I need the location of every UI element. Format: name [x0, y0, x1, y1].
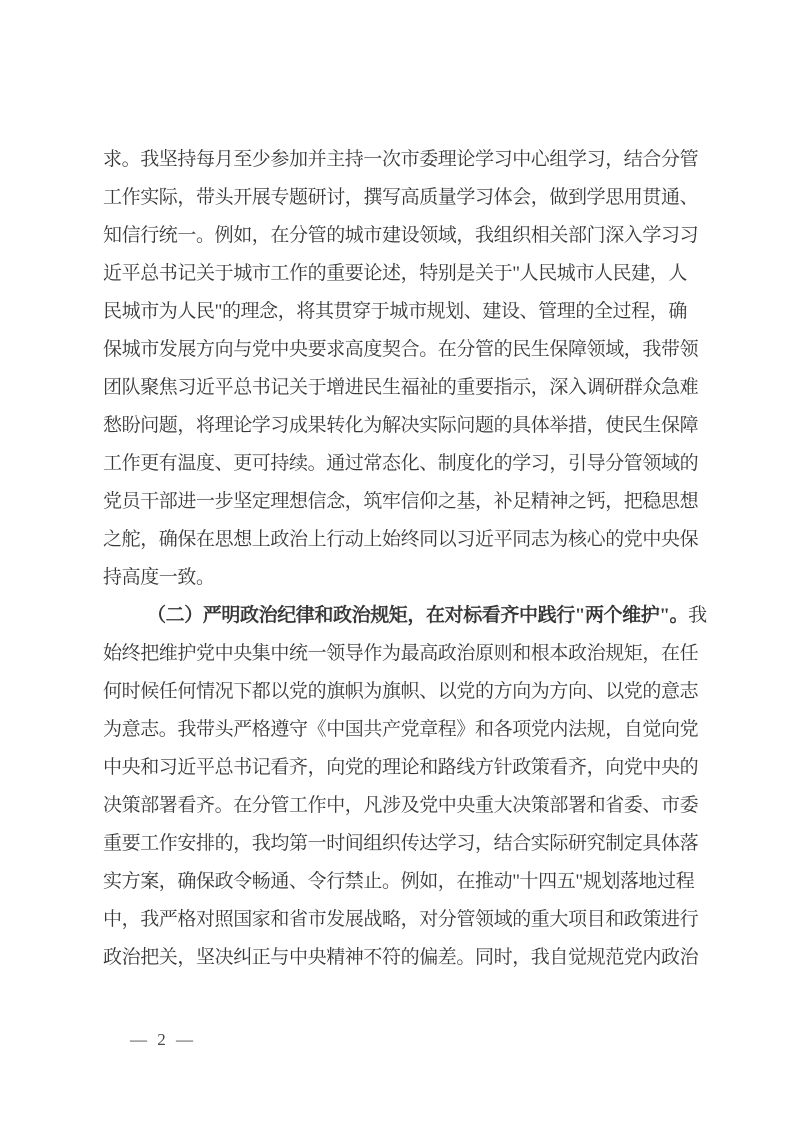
text-line [103, 331, 699, 369]
text-line [103, 635, 699, 673]
body-text: 之舵，确保在思想上政治上行动上始终同以习近平同志为核心的党中央保 [103, 529, 699, 550]
body-text: 愁盼问题，将理论学习成果转化为解决实际问题的具体举措，使民生保障 [103, 415, 699, 436]
body-text: 为意志。我带头严格遵守《中国共产党章程》和各项党内法规，自觉向党 [103, 719, 699, 740]
text-line [103, 939, 699, 977]
text-line [103, 559, 695, 597]
text-line [103, 711, 699, 749]
body-text: 中央和习近平总书记看齐，向党的理论和路线方针政策看齐，向党中央的 [103, 757, 699, 778]
body-text: 团队聚焦习近平总书记关于增进民生福祉的重要指示，深入调研群众急难 [103, 377, 699, 398]
body-text: 保城市发展方向与党中央要求高度契合。在分管的民生保障领域，我带领 [103, 339, 699, 360]
page-number: — 2 — [130, 1030, 196, 1049]
text-line [103, 217, 699, 255]
text-line [103, 825, 699, 863]
text-line [103, 901, 699, 939]
section-heading-text: （二）严明政治纪律和政治规矩，在对标看齐中践行"两个维护"。 [147, 605, 689, 626]
text-line [103, 521, 699, 559]
document-body [103, 141, 707, 977]
body-text: 民城市为人民"的理念，将其贯穿于城市规划、建设、管理的全过程，确 [103, 301, 687, 322]
body-text: 持高度一致。 [103, 567, 215, 588]
text-line [103, 445, 699, 483]
body-text: 知信行统一。例如，在分管的城市建设领域，我组织相关部门深入学习习 [103, 225, 699, 246]
body-text: 决策部署看齐。在分管工作中，凡涉及党中央重大决策部署和省委、市委 [103, 795, 699, 816]
text-line [103, 787, 699, 825]
body-text: 何时候任何情况下都以党的旗帜为旗帜、以党的方向为方向、以党的意志 [103, 681, 699, 702]
body-text: 实方案，确保政令畅通、令行禁止。例如，在推动"十四五"规划落地过程 [103, 871, 695, 892]
body-text: 政治把关，坚决纠正与中央精神不符的偏差。同时，我自觉规范党内政治 [103, 947, 699, 968]
body-text: 近平总书记关于城市工作的重要论述，特别是关于"人民城市人民建，人 [103, 263, 687, 284]
text-line [103, 255, 695, 293]
text-line [103, 179, 699, 217]
body-text: 始终把维护党中央集中统一领导作为最高政治原则和根本政治规矩，在任 [103, 643, 699, 664]
body-text: 工作更有温度、更可持续。通过常态化、制度化的学习，引导分管领域的 [103, 453, 699, 474]
text-line [103, 483, 699, 521]
text-line [103, 863, 695, 901]
text-line [103, 407, 699, 445]
body-text: 重要工作安排的，我均第一时间组织传达学习，结合实际研究制定具体落 [103, 833, 699, 854]
text-line [103, 597, 707, 635]
text-line [103, 369, 699, 407]
body-text: 中，我严格对照国家和省市发展战略，对分管领域的重大项目和政策进行 [103, 909, 699, 930]
body-text: 党员干部进一步坚定理想信念，筑牢信仰之基，补足精神之钙，把稳思想 [103, 491, 699, 512]
text-line [103, 141, 699, 179]
text-line [103, 749, 699, 787]
body-text: 求。我坚持每月至少参加并主持一次市委理论学习中心组学习，结合分管 [103, 149, 699, 170]
body-text: 工作实际，带头开展专题研讨，撰写高质量学习体会，做到学思用贯通、 [103, 187, 699, 208]
text-line [103, 293, 695, 331]
body-text: 我 [688, 605, 707, 626]
text-line [103, 673, 699, 711]
